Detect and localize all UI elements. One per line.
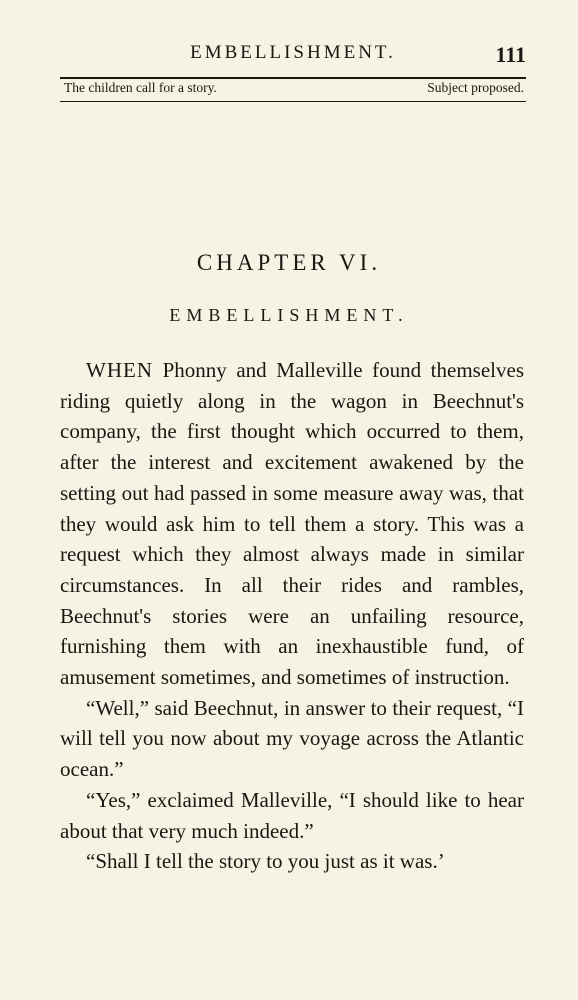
lead-word: WHEN	[86, 358, 153, 382]
header-rule-bottom	[60, 101, 526, 102]
chapter-number: CHAPTER VI.	[196, 250, 382, 275]
chapter-title: EMBELLISHMENT.	[169, 305, 409, 325]
paragraph-2: “Well,” said Beechnut, in answer to their request, “I will tell you now about my voyage across the Atlantic ocean.”	[60, 695, 524, 782]
header-rule-top	[60, 77, 526, 79]
subhead-left: The children call for a story.	[64, 80, 217, 95]
running-title: EMBELLISHMENT.	[190, 42, 396, 63]
running-head	[60, 42, 526, 72]
paragraph-1	[60, 355, 524, 693]
subhead-right: Subject proposed.	[427, 80, 524, 95]
page-number: 111	[495, 42, 526, 67]
subheads	[64, 80, 524, 98]
paragraph-4: “Shall I tell the story to you just as it was.’	[86, 849, 445, 874]
paragraph-1-text: Phonny and Malleville found themselves riding quietly along in the wagon in Beechnut's company, the first thought which occurred to them, after the interest and excitement awakened by the setting out had passed in some measure away was, that they would ask him to tell them a story. This was a request which they almost always made in similar circumstances. In all their rides and rambles, Beechnut's stories were an unfailing resource, furnishing them with an inexhaustible fund, of amusement sometimes, and sometimes of instruction.	[60, 358, 524, 690]
body-text	[60, 355, 524, 877]
paragraph-3: “Yes,” exclaimed Malleville, “I should like to hear about that very much indeed.”	[60, 787, 524, 843]
